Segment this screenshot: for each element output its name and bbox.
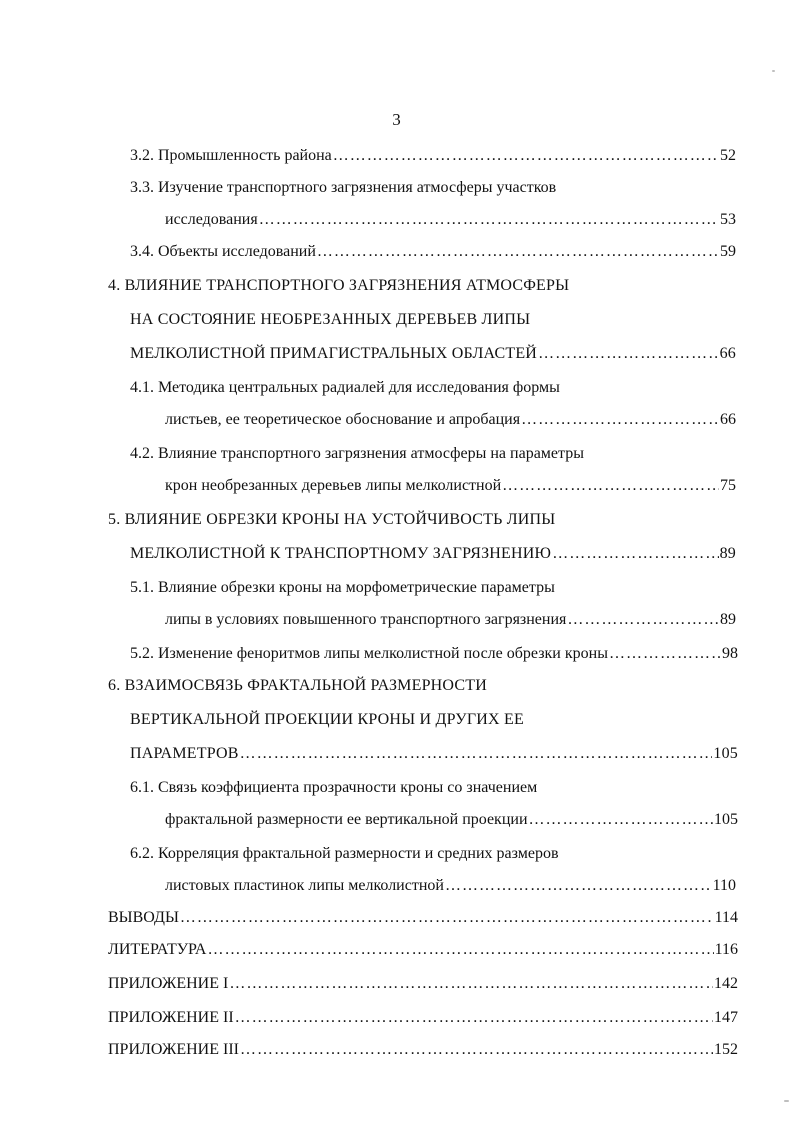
leader-dots — [229, 974, 713, 994]
toc-entry-6-1-line2[interactable] — [165, 810, 738, 830]
table-of-contents — [0, 140, 793, 1080]
toc-entry-title-cont: листьев, ее теоретическое обоснование и апробация — [165, 411, 521, 428]
chapter-title: 4. ВЛИЯНИЕ ТРАНСПОРТНОГО ЗАГРЯЗНЕНИЯ АТМОСФЕРЫ — [108, 277, 570, 294]
chapter-title-cont: МЕЛКОЛИСТНОЙ К ТРАНСПОРТНОМУ ЗАГРЯЗНЕНИЮ — [130, 545, 552, 562]
toc-entry-conclusions[interactable] — [108, 908, 738, 928]
toc-entry-3-3-line1[interactable] — [130, 178, 736, 198]
toc-page-number: 66 — [719, 345, 736, 362]
toc-page-number: 89 — [720, 611, 736, 628]
chapter-title-cont: ПАРАМЕТРОВ — [130, 745, 239, 762]
toc-entry-3-4[interactable] — [130, 242, 736, 262]
toc-entry-3-2[interactable] — [130, 146, 736, 166]
scan-speck — [772, 70, 775, 72]
leader-dots — [207, 940, 713, 960]
toc-chapter-4-line2[interactable] — [130, 310, 736, 330]
toc-page-number: 52 — [720, 147, 736, 164]
toc-entry-title: 3.2. Промышленность района — [130, 147, 332, 164]
scan-speck — [784, 1100, 789, 1102]
toc-page-number: 59 — [720, 243, 736, 260]
toc-entry-5-1-line1[interactable] — [130, 578, 736, 598]
leader-dots — [235, 1008, 713, 1028]
toc-page-number: 105 — [713, 745, 738, 762]
leader-dots — [240, 1040, 713, 1060]
leader-dots — [538, 344, 719, 364]
leader-dots — [552, 544, 718, 564]
toc-entry-title: 4.1. Методика центральных радиалей для исследования формы — [130, 379, 560, 396]
toc-entry-title-cont: листовых пластинок липы мелколистной — [165, 877, 444, 894]
leader-dots — [521, 410, 719, 430]
toc-page-number: 110 — [712, 877, 736, 894]
toc-chapter-4-line1[interactable] — [108, 276, 736, 296]
toc-entry-3-3-line2[interactable] — [165, 210, 736, 230]
chapter-title-cont: МЕЛКОЛИСТНОЙ ПРИМАГИСТРАЛЬНЫХ ОБЛАСТЕЙ — [130, 345, 538, 362]
toc-chapter-6-line2[interactable] — [130, 710, 736, 730]
toc-entry-6-2-line1[interactable] — [130, 844, 736, 864]
toc-chapter-6-line3[interactable] — [130, 744, 738, 764]
toc-page-number: 66 — [720, 411, 736, 428]
toc-entry-title: 6.1. Связь коэффициента прозрачности кроны со значением — [130, 779, 538, 796]
toc-entry-title: 5.2. Изменение феноритмов липы мелколистной после обрезки кроны — [130, 645, 608, 662]
toc-entry-title: 4.2. Влияние транспортного загрязнения атмосферы на параметры — [130, 445, 584, 462]
toc-chapter-5-line1[interactable] — [108, 510, 736, 530]
leader-dots — [333, 146, 719, 166]
toc-page-number: 116 — [714, 941, 738, 958]
toc-page-number: 147 — [714, 1009, 738, 1026]
toc-entry-title-cont: исследования — [165, 211, 258, 228]
toc-entry-5-1-line2[interactable] — [165, 610, 736, 630]
toc-entry-title: 3.3. Изучение транспортного загрязнения атмосферы участков — [130, 179, 557, 196]
leader-dots — [502, 476, 719, 496]
leader-dots — [259, 210, 719, 230]
toc-entry-title-cont: липы в условиях повышенного транспортного загрязнения — [165, 611, 567, 628]
toc-entry-4-2-line2[interactable] — [165, 476, 736, 496]
chapter-title: 6. ВЗАИМОСВЯЗЬ ФРАКТАЛЬНОЙ РАЗМЕРНОСТИ — [108, 677, 487, 694]
toc-page-number: 142 — [714, 975, 738, 992]
toc-entry-appendix-2[interactable] — [108, 1008, 738, 1028]
toc-entry-literature[interactable] — [108, 940, 738, 960]
toc-entry-appendix-1[interactable] — [108, 974, 738, 994]
toc-page-number: 75 — [720, 477, 736, 494]
leader-dots — [609, 644, 721, 664]
toc-entry-title: ПРИЛОЖЕНИЕ I — [108, 975, 229, 992]
chapter-title: 5. ВЛИЯНИЕ ОБРЕЗКИ КРОНЫ НА УСТОЙЧИВОСТЬ ЛИПЫ — [108, 511, 556, 528]
toc-chapter-6-line1[interactable] — [108, 676, 736, 696]
leader-dots — [445, 876, 712, 896]
toc-entry-title-cont: фрактальной размерности ее вертикальной проекции — [165, 811, 528, 828]
toc-entry-title: ЛИТЕРАТУРА — [108, 941, 207, 958]
toc-page-number: 53 — [720, 211, 736, 228]
toc-chapter-5-line2[interactable] — [130, 544, 736, 564]
toc-page-number: 89 — [719, 545, 736, 562]
toc-entry-6-2-line2[interactable] — [165, 876, 736, 896]
toc-entry-title: 6.2. Корреляция фрактальной размерности и средних размеров — [130, 845, 559, 862]
toc-entry-title: ПРИЛОЖЕНИЕ III — [108, 1041, 239, 1058]
toc-entry-4-1-line2[interactable] — [165, 410, 736, 430]
toc-entry-title-cont: крон необрезанных деревьев липы мелколистной — [165, 477, 502, 494]
leader-dots — [180, 908, 714, 928]
toc-entry-4-2-line1[interactable] — [130, 444, 736, 464]
page-number: 3 — [392, 110, 401, 129]
chapter-title-cont: ВЕРТИКАЛЬНОЙ ПРОЕКЦИИ КРОНЫ И ДРУГИХ ЕЕ — [130, 711, 524, 728]
toc-entry-appendix-3[interactable] — [108, 1040, 738, 1060]
toc-entry-4-1-line1[interactable] — [130, 378, 736, 398]
toc-chapter-4-line3[interactable] — [130, 344, 736, 364]
toc-entry-title: ПРИЛОЖЕНИЕ II — [108, 1009, 234, 1026]
toc-entry-title: ВЫВОДЫ — [108, 909, 179, 926]
toc-entry-6-1-line1[interactable] — [130, 778, 736, 798]
toc-entry-title: 5.1. Влияние обрезки кроны на морфометрические параметры — [130, 579, 555, 596]
toc-page-number: 98 — [722, 645, 738, 662]
leader-dots — [529, 810, 713, 830]
leader-dots — [240, 744, 713, 764]
toc-page-number: 105 — [714, 811, 738, 828]
chapter-title-cont: НА СОСТОЯНИЕ НЕОБРЕЗАННЫХ ДЕРЕВЬЕВ ЛИПЫ — [130, 311, 531, 328]
leader-dots — [317, 242, 719, 262]
toc-entry-title: 3.4. Объекты исследований — [130, 243, 316, 260]
toc-page-number: 114 — [714, 909, 738, 926]
toc-entry-5-2[interactable] — [130, 644, 738, 664]
toc-page-number: 152 — [714, 1041, 738, 1058]
leader-dots — [567, 610, 719, 630]
